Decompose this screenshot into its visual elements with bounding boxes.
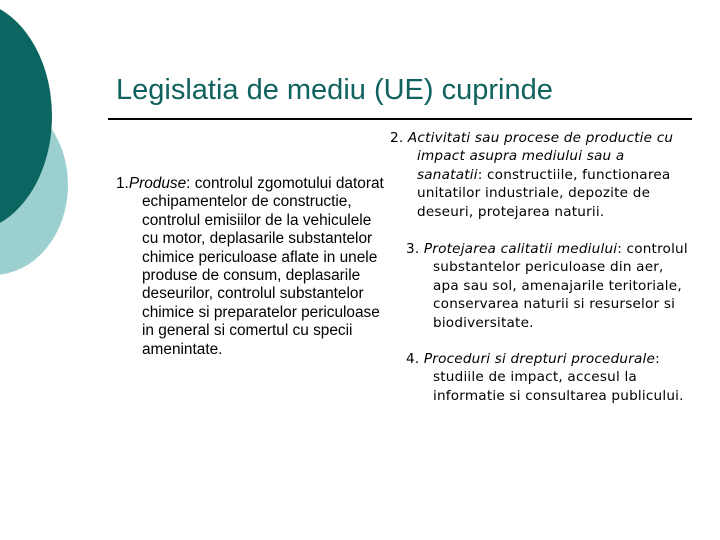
item-number: 3.	[406, 241, 420, 258]
item-number: 2.	[390, 130, 404, 146]
spacer	[390, 221, 690, 240]
spacer	[390, 332, 690, 350]
left-column	[116, 175, 384, 359]
item-text: : studiile de impact, accesul la informatie si consultarea publicului.	[433, 351, 684, 404]
item-term: Protejarea calitatii mediului	[423, 241, 618, 258]
item-term: Activitati sau procese de productie cu impact asupra mediului sau a sanatatii	[407, 130, 674, 183]
list-item-activitati	[390, 129, 690, 221]
title-divider	[108, 118, 692, 120]
item-text: : controlul zgomotului datorat echipamentelor de constructie, controlul emisiilor de la vehiculele cu motor, deplasarile substantelor chimice periculoase aflate in unele produse de consum, deplasarile deseurilor, controlul substantelor chimice si preparatelor periculoase in general si comertul cu specii amenintate.	[142, 175, 384, 358]
list-item-proceduri	[406, 350, 690, 405]
right-column	[390, 129, 690, 405]
item-number: 1.	[116, 175, 129, 192]
item-text: : constructiile, functionarea unitatilor industriale, depozite de deseuri, protejarea naturii.	[417, 166, 671, 220]
item-text: : controlul substantelor periculoase din aer, apa sau sol, amenajarile teritoriale, conservarea naturii si resurselor si biodiversitate.	[433, 241, 688, 331]
slide-title: Legislatia de mediu (UE) cuprinde	[116, 74, 553, 106]
item-term: Proceduri si drepturi procedurale	[423, 351, 656, 368]
list-item-protejarea	[406, 240, 690, 332]
list-item-produse	[116, 175, 384, 359]
item-number: 4.	[406, 351, 420, 368]
item-term: Produse	[128, 175, 187, 192]
